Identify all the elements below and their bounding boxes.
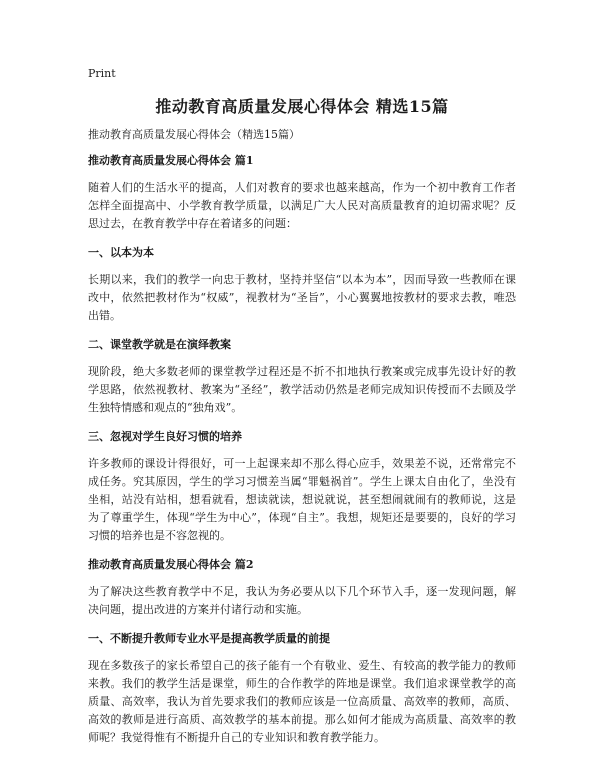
section-heading-3: 二、课堂教学就是在演绎教案 [88,338,231,351]
section-paragraph-3: 现阶段，绝大多数老师的课堂教学过程还是不折不扣地执行教案或完成事先设计好的教学思路，依然视教材、教案为“圣经”，教学活动仍然是老师完成知识传授而不去顾及学生独特情感和观点的“独角戏”。 [88,365,516,414]
section-paragraph-6: 现在多数孩子的家长希望自己的孩子能有一个有敬业、爱生、有较高的教学能力的教师来教。我们的教学生活是课堂，师生的合作教学的阵地是课堂。我们追求课堂教学的高质量、高效率，我认为首先要求我们的教师应该是一位高质量、高效率的教师，高质、高效的教师是进行高质、高效教学的基本前提。那么如何才能成为高质量、高效率的教师呢？我觉得惟有不断提升自己的专业知识和教育教学能力。 [88,659,516,744]
section-heading-5: 推动教育高质量发展心得体会 篇2 [88,558,254,571]
section-paragraph-5: 为了解决这些教育教学中不足，我认为务必要从以下几个环节入手，逐一发现问题，解决问题，提出改进的方案并付诸行动和实施。 [88,585,516,616]
section-paragraph-4: 许多教师的课设计得很好，可一上起课来却不那么得心应手，效果差不说，还常常完不成任务。究其原因，学生的学习习惯差当属“罪魁祸首”。学生上课太自由化了，坐没有坐相，站没有站相，想看就看，想读就读，想说就说，甚至想闹就闹有的教师说，这是为了尊重学生，体现“学生为中心”，体现“自主”。我想，规矩还是要要的，良好的学习习惯的培养也是不容忽视的。 [88,457,516,542]
section-heading-4: 三、忽视对学生良好习惯的培养 [88,430,242,443]
section-heading-2: 一、以本为本 [88,246,154,259]
print-label[interactable]: Print [88,67,116,80]
document-subtitle: 推动教育高质量发展心得体会（精选15篇） [88,128,300,141]
section-paragraph-2: 长期以来，我们的教学一向忠于教材，坚持并坚信“以本为本”，因而导致一些教师在课改中，依然把教材作为“权威”，视教材为“圣旨”，小心翼翼地按教材的要求去教，唯恐出错。 [88,273,516,322]
document-title: 推动教育高质量发展心得体会 精选15篇 [155,97,449,116]
section-heading-1: 推动教育高质量发展心得体会 篇1 [88,154,254,167]
section-heading-6: 一、不断提升教师专业水平是提高教学质量的前提 [88,632,330,645]
section-paragraph-1: 随着人们的生活水平的提高，人们对教育的要求也越来越高，作为一个初中教育工作者怎样全面提高中、小学教育教学质量，以满足广大人民对高质量教育的迫切需求呢？反思过去，在教育教学中存在着诸多的问题： [88,181,516,230]
document-page [88,66,516,759]
